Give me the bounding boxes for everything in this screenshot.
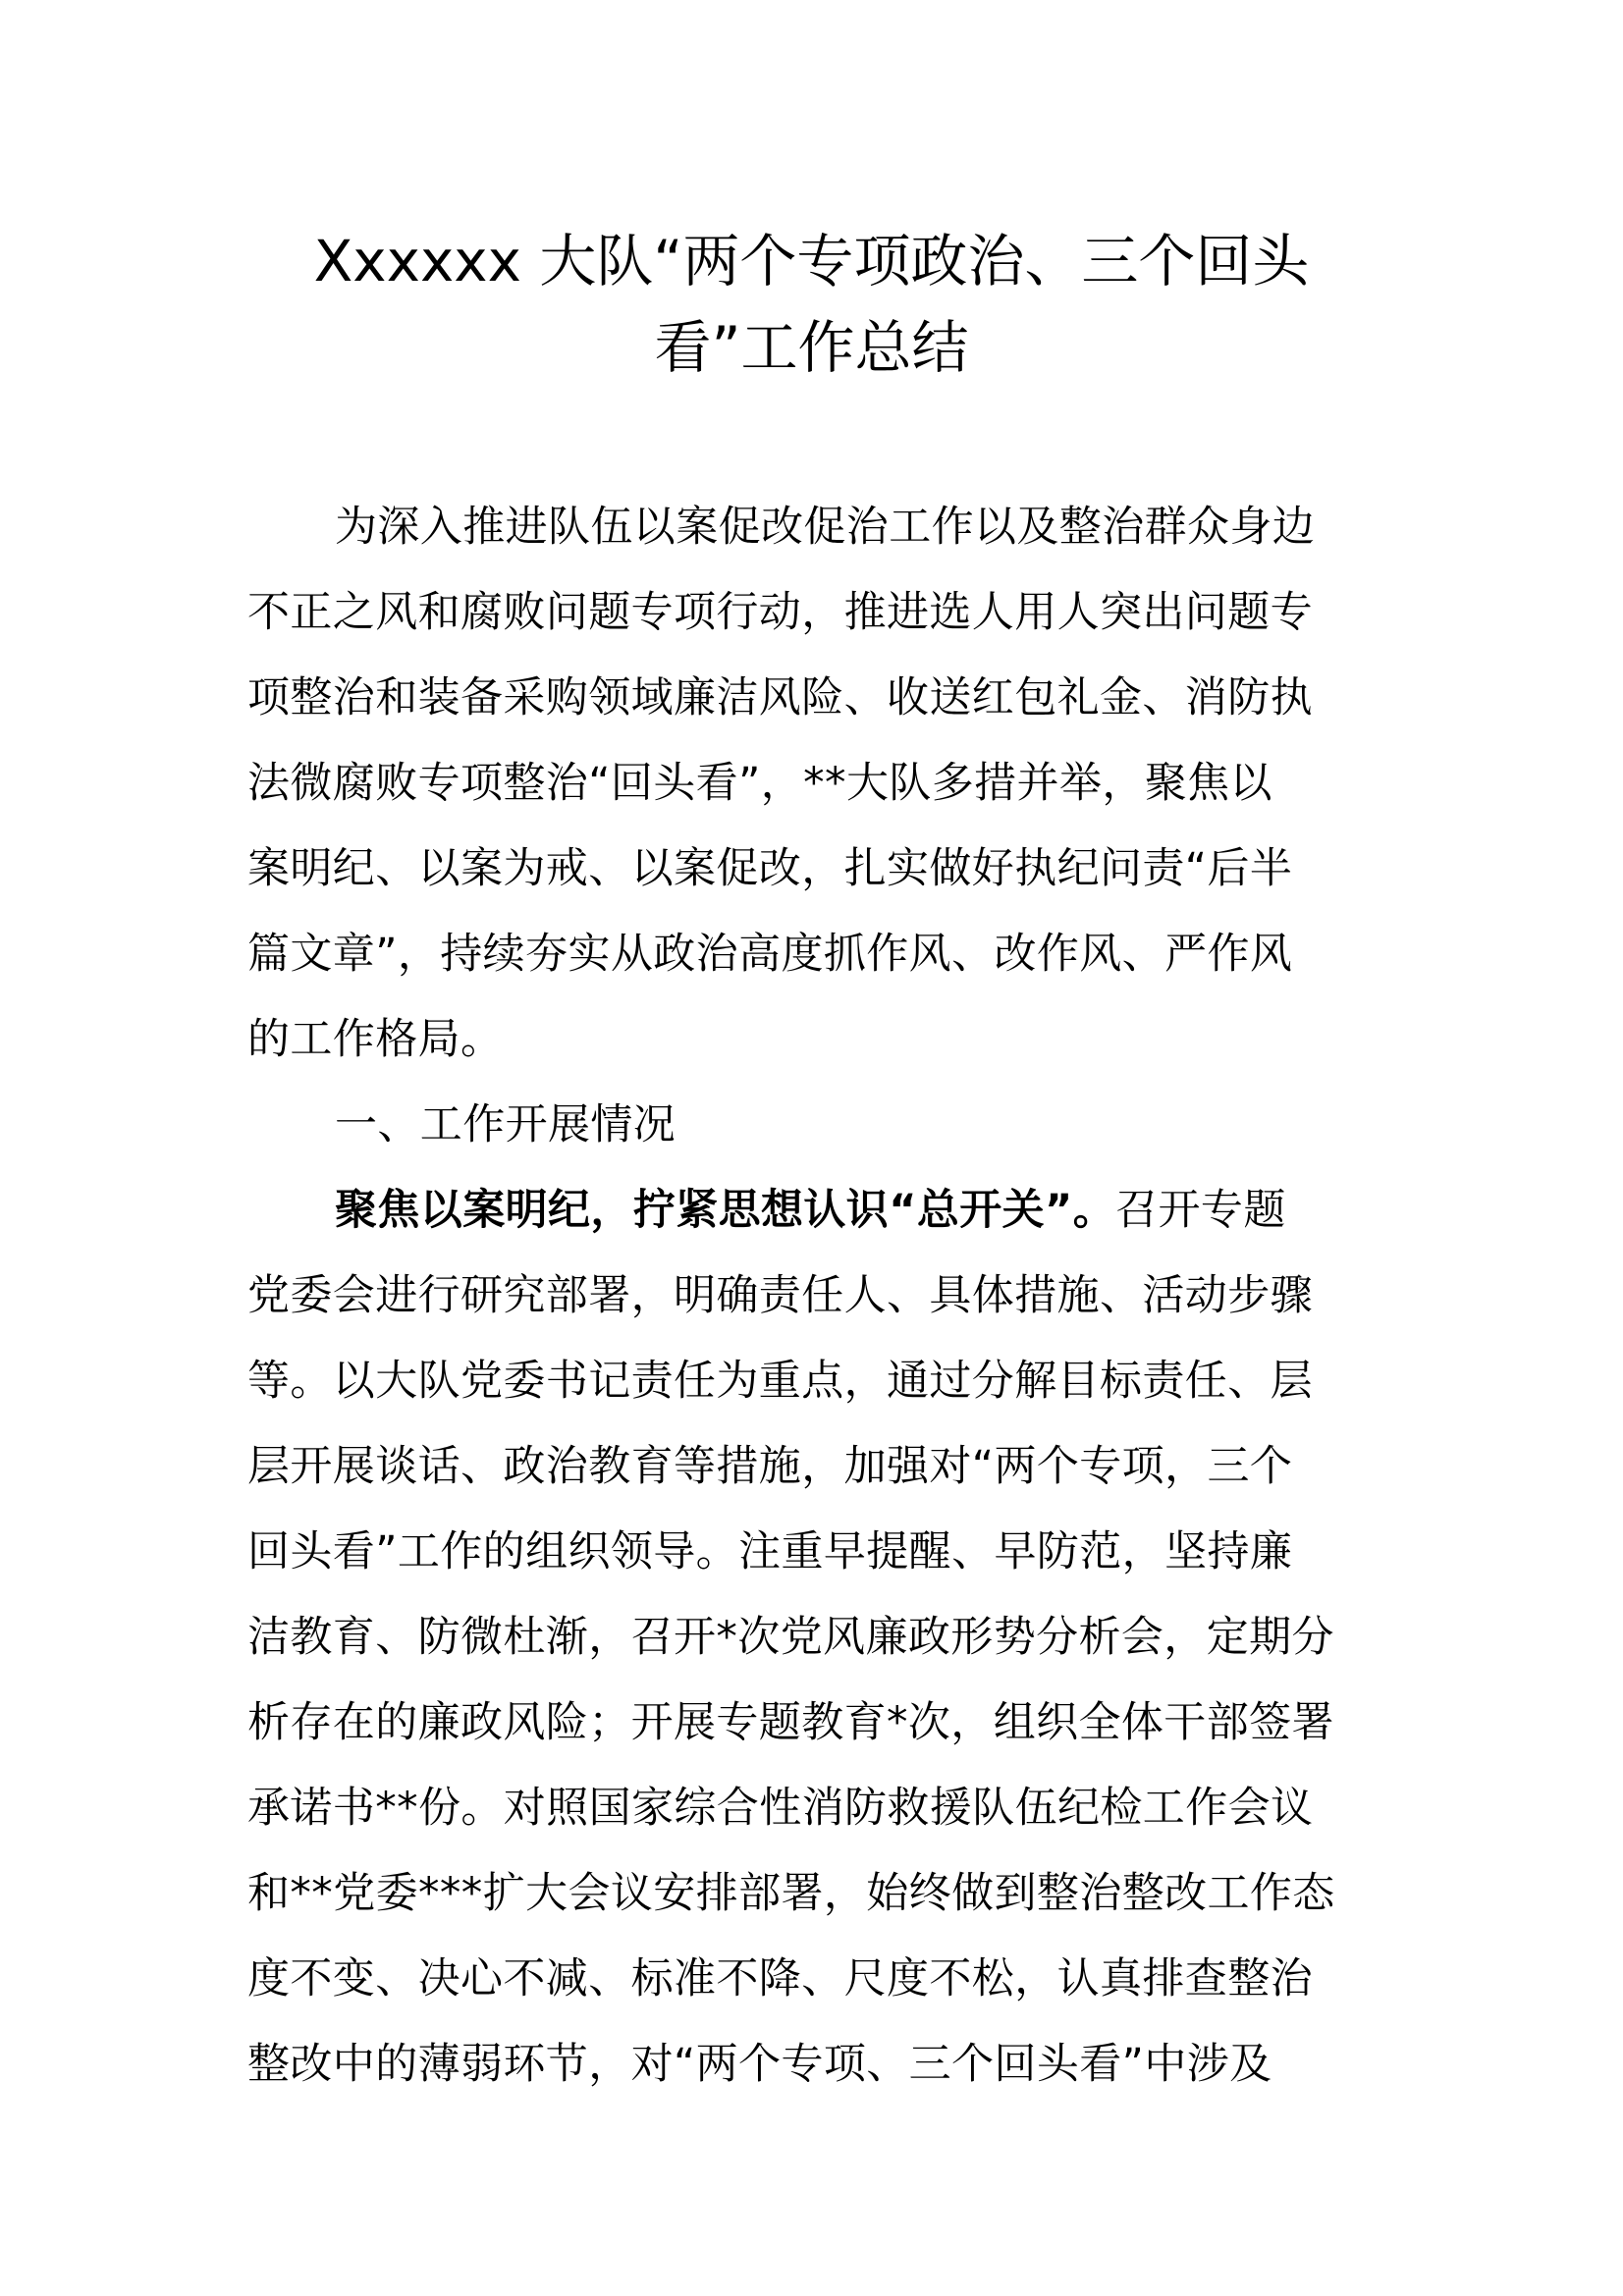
section-1-paragraph <box>247 1168 1347 2108</box>
bold-lead-sentence: 聚焦以案明纪，拧紧思想认识“总开关”。 <box>335 1186 1116 1235</box>
paragraph-line: 党委会进行研究部署，明确责任人、具体措施、活动步骤 <box>247 1271 1313 1320</box>
section-heading: 一、工作开展情况 <box>335 1100 676 1149</box>
paragraph-line: 层开展谈话、政治教育等措施，加强对“两个专项，三个 <box>247 1442 1293 1491</box>
paragraph-line: 法微腐败专项整治“回头看”，**大队多措并举，聚焦以 <box>247 759 1272 808</box>
paragraph-line: 整改中的薄弱环节，对“两个专项、三个回头看”中涉及 <box>247 2040 1272 2089</box>
paragraph-line: 项整治和装备采购领域廉洁风险、收送红包礼金、消防执 <box>247 673 1313 722</box>
paragraph-first-line <box>247 1168 1347 1254</box>
first-line-rest: 召开专题 <box>1115 1186 1286 1235</box>
title-line-1: Xxxxxx 大队“两个专项政治、三个回头 <box>313 228 1310 294</box>
paragraph-line: 为深入推进队伍以案促改促治工作以及整治群众身边 <box>335 503 1316 552</box>
paragraph-line: 篇文章”，持续夯实从政治高度抓作风、改作风、严作风 <box>247 930 1293 979</box>
document-body <box>247 485 1347 2108</box>
paragraph-line: 等。以大队党委书记责任为重点，通过分解目标责任、层 <box>247 1357 1313 1406</box>
paragraph-line: 度不变、决心不减、标准不降、尺度不松，认真排查整治 <box>247 1954 1313 2003</box>
paragraph-line: 不正之风和腐败问题专项行动，推进选人用人突出问题专 <box>247 588 1313 637</box>
paragraph-line: 案明纪、以案为戒、以案促改，扎实做好执纪问责“后半 <box>247 844 1293 893</box>
paragraph-line: 的工作格局。 <box>247 1015 504 1064</box>
intro-paragraph <box>247 485 1347 1083</box>
paragraph-line: 洁教育、防微杜渐，召开*次党风廉政形势分析会，定期分 <box>247 1613 1334 1662</box>
title-line-2: 看”工作总结 <box>654 314 969 381</box>
paragraph-line: 析存在的廉政风险；开展专题教育*次，组织全体干部签署 <box>247 1698 1334 1747</box>
paragraph-line: 和**党委***扩大会议安排部署，始终做到整治整改工作态 <box>247 1869 1335 1918</box>
document-title <box>0 218 1623 391</box>
paragraph-line: 回头看”工作的组织领导。注重早提醒、早防范，坚持廉 <box>247 1527 1293 1576</box>
paragraph-line: 承诺书**份。对照国家综合性消防救援队伍纪检工作会议 <box>247 1784 1314 1833</box>
